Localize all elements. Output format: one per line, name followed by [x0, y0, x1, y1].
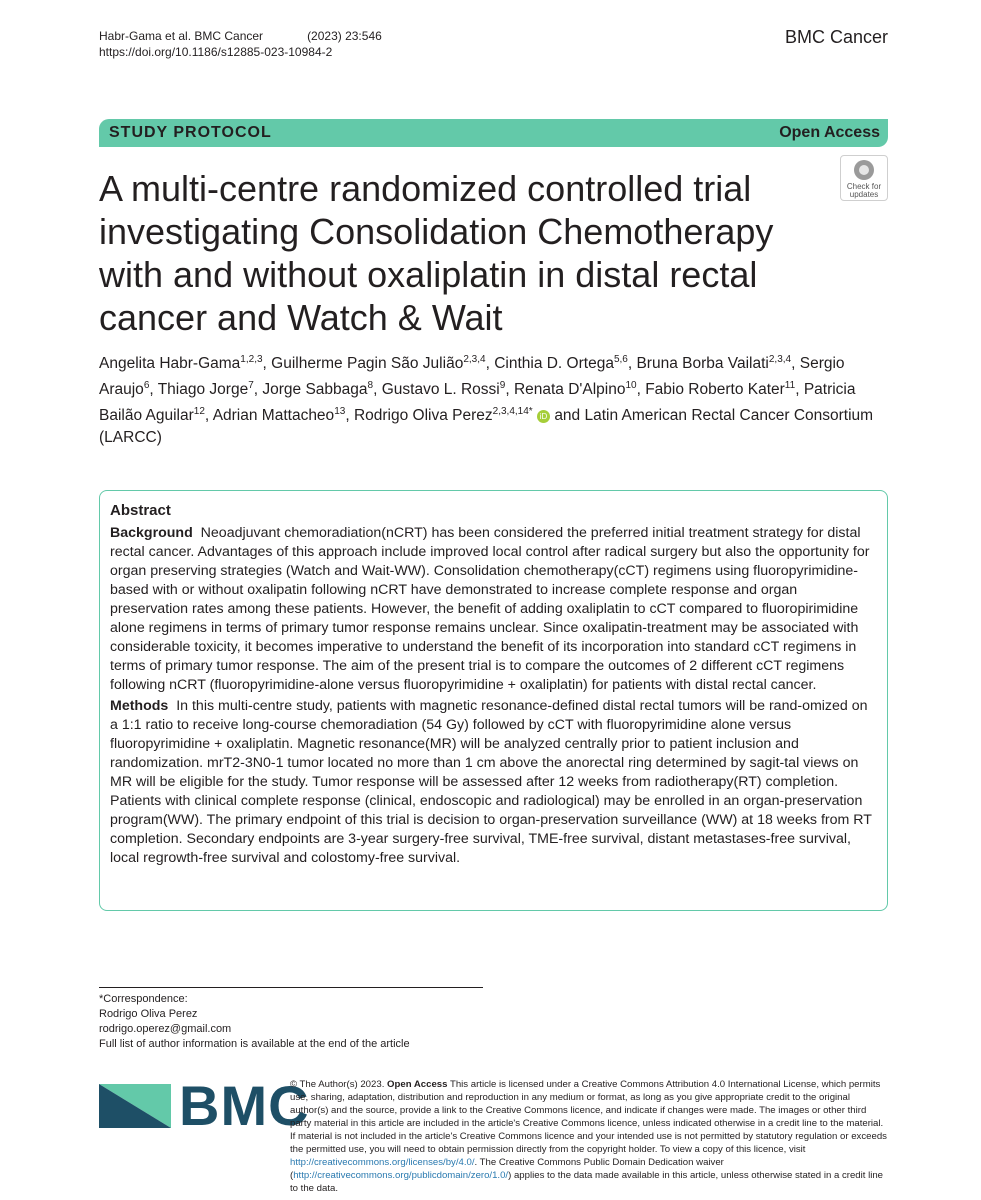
author-affiliation: 8	[367, 380, 374, 392]
background-text: Neoadjuvant chemoradiation(nCRT) has been considered the preferred initial treatment strategy for distal rectal cancer. Advantages of this approach include improved local control after radical surgery but also the opportunity for organ preserving strategies (Watch and Wait-WW). Consolidation chemotherapy(cCT) regimens using fluoropyrimidine-based with or without oxalipatin following nCRT have demonstrated to increase complete response and organ preservation rates among these patients. However, the benefit of adding oxaliplatin to cCT compared to fluoropirimidine alone regimens in terms of primary tumor response remains unclear. Since oxalipatin-treatment may be associated with considerable toxicity, it becomes imperative to understand the benefit of its incorporation into standard cCT regimens in terms of primary tumor response. The aim of the present trial is to compare the outcomes of 2 different cCT regimens following nCRT (fluoropyrimidine-alone versus fluoropyrimidine + oxaliplatin) for patients with distal rectal cancer.	[110, 525, 870, 693]
footnote-rule	[99, 987, 483, 988]
background-label: Background	[110, 525, 193, 541]
author-separator: ,	[791, 355, 800, 373]
bmc-logo-text: BMC	[179, 1074, 310, 1137]
citation-volume: (2023) 23:546	[307, 29, 382, 43]
correspondence-footnote	[99, 992, 410, 1052]
abstract-box	[99, 490, 888, 911]
author-affiliation: 9	[499, 380, 506, 392]
article-type-band	[99, 119, 888, 147]
author-affiliation: 13	[334, 406, 346, 418]
author-separator: ,	[253, 381, 263, 399]
check-updates-line1: Check for	[846, 182, 882, 191]
author-affiliation: 7	[248, 380, 254, 392]
author-separator: ,	[262, 355, 272, 373]
author-name: Renata D'Alpino	[513, 381, 626, 399]
check-updates-icon	[854, 160, 874, 180]
license-text-1: This article is licensed under a Creative Commons Attribution 4.0 International License, which permits use, sharing, adaptation, distribution and reproduction in any medium or format, as long as you give appropriate credit to the original author(s) and the source, provide a link to the Creative Commons licence, and indicate if changes were made. The images or other third party material in this article are included in the article's Creative Commons licence, unless indicated otherwise in a credit line to the material. If material is not included in the article's Creative Commons licence and your intended use is not permitted by statutory regulation or exceeds the permitted use, you will need to obtain permission directly from the copyright holder. To view a copy of this licence, visit	[290, 1079, 887, 1155]
abstract-heading: Abstract	[110, 502, 171, 519]
citation-header	[99, 28, 382, 60]
methods-label: Methods	[110, 698, 169, 714]
abstract-methods	[110, 697, 877, 868]
author-name: Rodrigo Oliva Perez	[353, 407, 493, 425]
orcid-icon[interactable]: iD	[537, 410, 550, 423]
author-name: Angelita Habr-Gama	[99, 355, 241, 373]
license-text-3: ) applies to the data made available in this article, unless otherwise stated in a credit line to the data.	[290, 1170, 884, 1194]
author-separator: ,	[149, 381, 158, 399]
journal-name: BMC Cancer	[784, 27, 888, 47]
bmc-logo	[99, 1074, 310, 1137]
check-for-updates-badge[interactable]	[840, 155, 888, 201]
license-link-cc-by[interactable]: http://creativecommons.org/licenses/by/4.0/	[290, 1157, 475, 1168]
author-name: Adrian Mattacheo	[212, 407, 335, 425]
author-affiliation: 2,3,4	[768, 354, 792, 365]
author-separator: ,	[636, 381, 646, 399]
correspondence-name: Rodrigo Oliva Perez	[99, 1008, 198, 1020]
author-separator: ,	[505, 381, 514, 399]
abstract-background	[110, 524, 877, 695]
article-type: STUDY PROTOCOL	[109, 124, 272, 141]
author-affiliation: 2,3,4	[463, 354, 486, 365]
author-name: Gustavo L. Rossi	[381, 381, 500, 399]
author-info-note: Full list of author information is available at the end of the article	[99, 1038, 410, 1050]
correspondence-email[interactable]: rodrigo.operez@gmail.com	[99, 1023, 232, 1035]
author-affiliation: 6	[143, 380, 150, 392]
open-access-label: Open Access	[779, 124, 880, 141]
check-updates-line2: updates	[849, 190, 879, 199]
author-list	[99, 349, 889, 449]
author-name: Guilherme Pagin São Julião	[271, 355, 464, 373]
author-affiliation: 1,2,3	[240, 354, 263, 365]
author-separator: ,	[373, 381, 382, 399]
author-name: Jorge Sabbaga	[262, 381, 368, 399]
author-affiliation: 5,6	[613, 354, 628, 365]
license-copyright: © The Author(s) 2023.	[290, 1079, 385, 1090]
authors-tail: and Latin American Rectal Cancer Consortium (LARCC)	[99, 407, 874, 447]
author-name: Fabio Roberto Kater	[645, 381, 785, 399]
author-affiliation: 10	[625, 380, 637, 392]
author-name: Thiago Jorge	[157, 381, 249, 399]
author-separator: ,	[627, 355, 637, 373]
methods-text: In this multi-centre study, patients with magnetic resonance-defined distal rectal tumors will be rand-omized on a 1:1 ratio to receive long-course chemoradiation (54 Gy) followed by cCT with fluoropyrimidine alone versus fluoropyrimidine + oxaliplatin. Magnetic resonance(MR) will be analyzed centrally prior to patient inclusion and randomization. mrT2-3N0-1 tumor located no more than 1 cm above the anorectal ring determined by sagit-tal views on MR will be eligible for the study. Tumor response will be assessed after 12 weeks from radiotherapy(RT) completion. Patients with clinical complete response (clinical, endoscopic and radiological) may be enrolled in an organ-preservation program(WW). The primary endpoint of this trial is decision to organ-preservation surveillance (WW) at 18 weeks from RT completion. Secondary endpoints are 3-year surgery-free survival, TME-free survival, distant metastases-free survival, local regrowth-free survival and colostomy-free survival.	[110, 698, 872, 866]
author-separator: ,	[204, 407, 213, 425]
license-text-2: . The Creative Commons Public Domain Dedication waiver (	[290, 1157, 724, 1181]
author-name: Bruna Borba Vailati	[636, 355, 769, 373]
author-affiliation: 2,3,4,14*	[492, 406, 533, 418]
author-affiliation: 11	[784, 380, 796, 392]
author-name: Sergio Araujo	[99, 355, 845, 399]
correspondence-label: *Correspondence:	[99, 993, 188, 1005]
license-text	[290, 1078, 888, 1195]
article-title: A multi-centre randomized controlled trial investigating Consolidation Chemotherapy with and without oxaliplatin in distal rectal cancer and Watch & Wait	[99, 168, 774, 338]
author-name: Cinthia D. Ortega	[494, 355, 614, 373]
author-name: Patricia Bailão Aguilar	[99, 381, 856, 425]
author-affiliation: 12	[193, 406, 205, 418]
citation-authors: Habr-Gama et al. BMC Cancer	[99, 29, 264, 43]
doi-link[interactable]: https://doi.org/10.1186/s12885-023-10984-2	[99, 45, 333, 59]
license-link-cc0[interactable]: http://creativecommons.org/publicdomain/zero/1.0/	[293, 1170, 509, 1181]
license-oa-label: Open Access	[387, 1079, 448, 1090]
author-separator: ,	[345, 407, 354, 425]
bmc-logo-mark-icon	[99, 1084, 171, 1128]
author-separator: ,	[485, 355, 495, 373]
author-separator: ,	[795, 381, 804, 399]
